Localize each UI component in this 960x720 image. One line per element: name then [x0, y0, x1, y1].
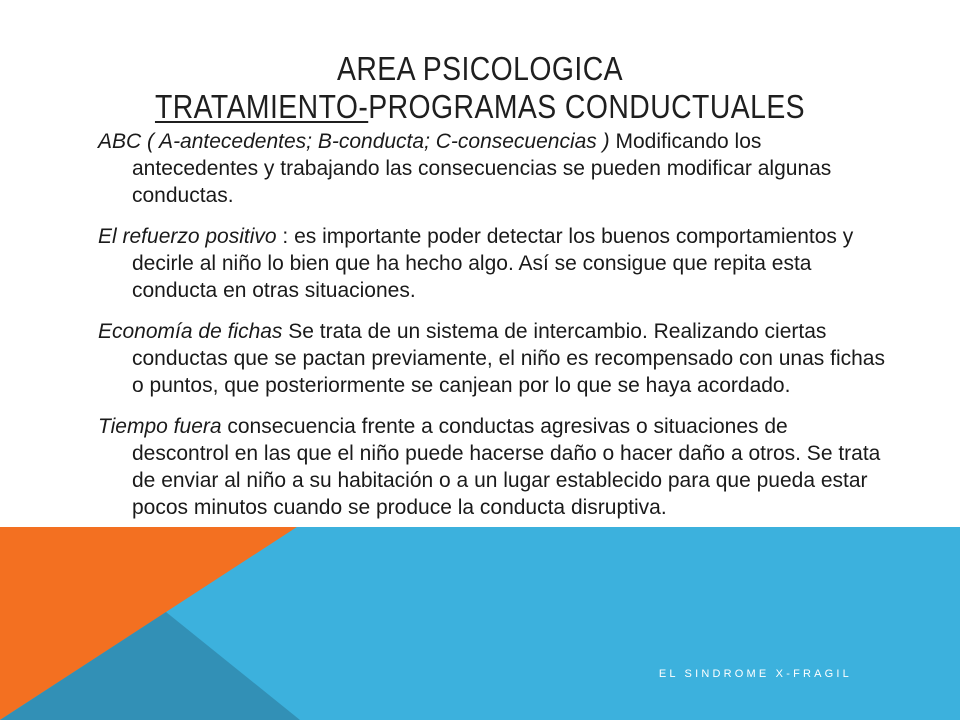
background-orange-triangle — [0, 527, 960, 720]
paragraph-text: consecuencia frente a conductas agresivas o situaciones de descontrol en las que el niño puede hacerse daño o hacer daño a otros. Se trata de enviar al niño a su habitación o a un lugar establecido para que pueda estar pocos minutos cuando se produce la conducta disruptiva. — [132, 415, 881, 519]
paragraph-text: Modificando los antecedentes y trabajando las consecuencias se pueden modificar algunas conductas. — [132, 130, 832, 207]
slide-title — [67, 50, 893, 126]
title-line-1: AREA PSICOLOGICA — [336, 50, 624, 87]
paragraph-text: Se trata de un sistema de intercambio. Realizando ciertas conductas que se pactan previamente, el niño es recompensado con unas fichas o puntos, que posteriormente se canjean por lo que se haya acordado. — [132, 320, 885, 397]
paragraph-term: ABC ( A-antecedentes; B-conducta; C-consecuencias ) — [98, 130, 610, 153]
paragraph-tiempo — [98, 413, 888, 521]
title-rest-part: PROGRAMAS CONDUCTUALES — [368, 88, 806, 125]
paragraph-economia — [98, 318, 888, 399]
footer-label: EL SINDROME X-FRAGIL — [658, 668, 852, 680]
paragraph-abc — [98, 128, 888, 209]
paragraph-term: Tiempo fuera — [98, 415, 222, 438]
paragraph-term: El refuerzo positivo — [98, 225, 277, 248]
title-line-2 — [67, 88, 893, 126]
paragraph-term: Economía de fichas — [98, 320, 283, 343]
slide-body — [98, 128, 888, 535]
title-underlined-part: TRATAMIENTO- — [154, 88, 369, 125]
paragraph-text: : es importante poder detectar los buenos comportamientos y decirle al niño lo bien que ha hecho algo. Así se consigue que repita esta conducta en otras situaciones. — [132, 225, 854, 302]
paragraph-refuerzo — [98, 223, 888, 304]
